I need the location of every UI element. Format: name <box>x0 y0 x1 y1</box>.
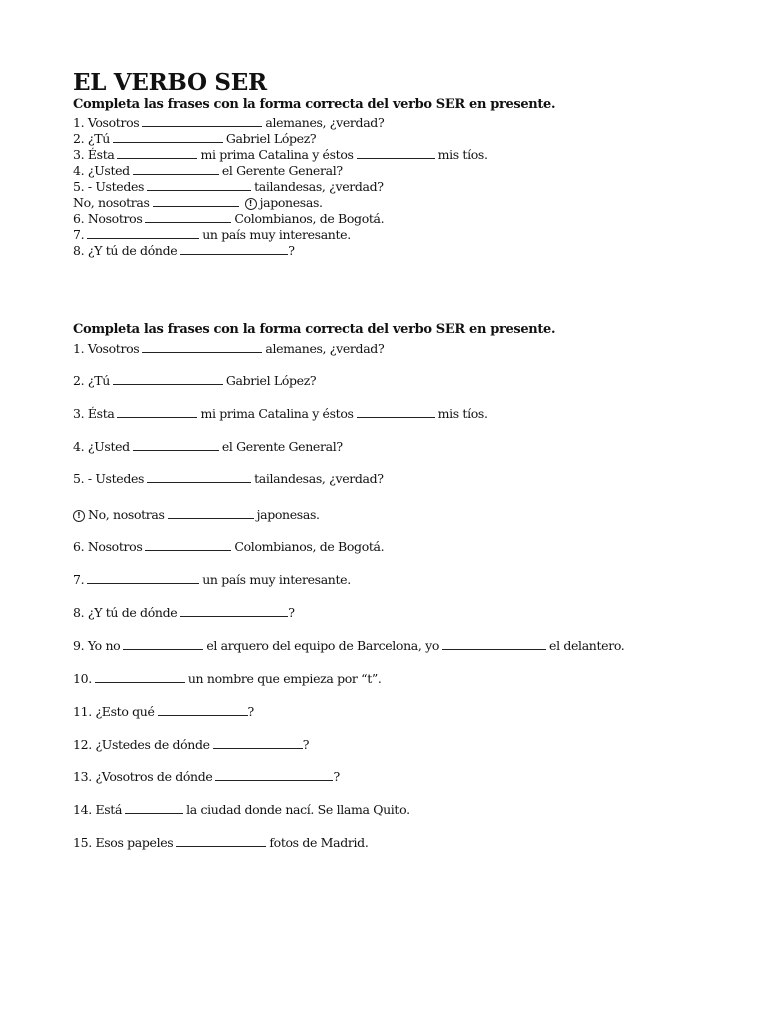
item-text: No, nosotras <box>73 195 150 210</box>
s2-item-5b <box>73 506 320 523</box>
answer-blank[interactable] <box>113 372 223 385</box>
answer-blank[interactable] <box>87 226 199 239</box>
answer-blank[interactable] <box>158 703 248 716</box>
item-text: tailandesas, ¿verdad? <box>254 179 384 194</box>
s2-item-13 <box>73 768 340 785</box>
answer-blank[interactable] <box>117 405 197 418</box>
instructions-2: Completa las frases con la forma correcta del verbo SER en presente. <box>73 322 556 337</box>
item-text: Gabriel López? <box>225 373 317 388</box>
item-text: No, nosotras <box>88 507 165 522</box>
answer-blank[interactable] <box>142 340 262 353</box>
item-text: 10. <box>73 671 92 686</box>
answer-blank[interactable] <box>147 178 251 191</box>
item-text: Gabriel López? <box>225 131 317 146</box>
item-text: Colombianos, de Bogotá. <box>234 539 385 554</box>
item-text: el arquero del equipo de Barcelona, yo <box>206 638 440 653</box>
item-text: 9. Yo no <box>73 638 121 653</box>
s1-item-4 <box>73 162 343 179</box>
item-text: fotos de Madrid. <box>269 835 369 850</box>
item-text: alemanes, ¿verdad? <box>265 115 385 130</box>
item-text: mi prima Catalina y éstos <box>200 147 354 162</box>
item-text: 6. Nosotros <box>73 211 143 226</box>
answer-blank[interactable] <box>153 194 239 207</box>
answer-blank[interactable] <box>145 538 231 551</box>
s2-item-9 <box>73 637 624 654</box>
item-text: ? <box>302 737 310 752</box>
item-text: 1. Vosotros <box>73 341 140 356</box>
s2-item-6 <box>73 538 384 555</box>
item-text: 3. Ésta <box>73 406 115 421</box>
answer-blank[interactable] <box>133 438 219 451</box>
s1-item-8 <box>73 242 295 259</box>
clock-icon: ! <box>73 510 85 522</box>
item-text: 15. Esos papeles <box>73 835 174 850</box>
item-text: 7. <box>73 572 85 587</box>
item-text: ? <box>333 769 340 784</box>
clock-icon: ! <box>245 198 257 210</box>
item-text: el Gerente General? <box>221 439 343 454</box>
s1-item-1 <box>73 114 384 131</box>
item-text: 14. Está <box>73 802 123 817</box>
s2-item-10 <box>73 670 382 687</box>
worksheet-title: EL VERBO SER <box>73 69 267 96</box>
item-text: la ciudad donde nací. Se llama Quito. <box>186 802 410 817</box>
s2-item-7 <box>73 571 351 588</box>
answer-blank[interactable] <box>176 834 266 847</box>
s2-item-8 <box>73 604 295 621</box>
s2-item-3 <box>73 405 488 422</box>
item-text: el delantero. <box>549 638 625 653</box>
answer-blank[interactable] <box>357 405 435 418</box>
answer-blank[interactable] <box>87 571 199 584</box>
answer-blank[interactable] <box>180 242 288 255</box>
s1-item-7 <box>73 226 351 243</box>
answer-blank[interactable] <box>142 114 262 127</box>
item-text: 13. ¿Vosotros de dónde <box>73 769 213 784</box>
answer-blank[interactable] <box>357 146 435 159</box>
s1-item-5 <box>73 178 384 195</box>
item-text: 3. Ésta <box>73 147 115 162</box>
answer-blank[interactable] <box>168 506 254 519</box>
answer-blank[interactable] <box>147 470 251 483</box>
s1-item-3 <box>73 146 488 163</box>
s2-item-4 <box>73 438 343 455</box>
s1-item-2 <box>73 130 316 147</box>
item-text: 5. - Ustedes <box>73 179 145 194</box>
item-text: alemanes, ¿verdad? <box>265 341 385 356</box>
item-text: mi prima Catalina y éstos <box>200 406 354 421</box>
s2-item-12 <box>73 736 309 753</box>
instructions-1: Completa las frases con la forma correcta del verbo SER en presente. <box>73 97 556 112</box>
s2-item-1 <box>73 340 384 357</box>
s2-item-15 <box>73 834 368 851</box>
answer-blank[interactable] <box>125 801 183 814</box>
s2-item-11 <box>73 703 254 720</box>
item-text: 4. ¿Usted <box>73 163 130 178</box>
s2-item-2 <box>73 372 316 389</box>
item-text: un país muy interesante. <box>202 227 351 242</box>
item-text: ? <box>288 605 295 620</box>
item-text: ? <box>247 704 254 719</box>
item-text: 5. - Ustedes <box>73 471 145 486</box>
item-text: un país muy interesante. <box>202 572 351 587</box>
item-text: 6. Nosotros <box>73 539 143 554</box>
item-text: tailandesas, ¿verdad? <box>254 471 384 486</box>
answer-blank[interactable] <box>117 146 197 159</box>
item-text: 2. ¿Tú <box>73 131 110 146</box>
answer-blank[interactable] <box>123 637 203 650</box>
item-text: mis tíos. <box>437 406 488 421</box>
answer-blank[interactable] <box>95 670 185 683</box>
item-text: 2. ¿Tú <box>73 373 110 388</box>
item-text: un nombre que empieza por “t”. <box>187 671 382 686</box>
item-text: el Gerente General? <box>221 163 343 178</box>
item-text: japonesas. <box>256 507 320 522</box>
item-text: 11. ¿Esto qué <box>73 704 155 719</box>
answer-blank[interactable] <box>133 162 219 175</box>
answer-blank[interactable] <box>442 637 546 650</box>
answer-blank[interactable] <box>215 768 333 781</box>
item-text: 4. ¿Usted <box>73 439 130 454</box>
item-text: 8. ¿Y tú de dónde <box>73 243 178 258</box>
item-text: Colombianos, de Bogotá. <box>234 211 385 226</box>
item-text: 1. Vosotros <box>73 115 140 130</box>
item-text: ? <box>288 243 295 258</box>
item-text: mis tíos. <box>437 147 488 162</box>
answer-blank[interactable] <box>145 210 231 223</box>
answer-blank[interactable] <box>180 604 288 617</box>
item-text: japonesas. <box>259 195 323 210</box>
answer-blank[interactable] <box>213 736 303 749</box>
s1-item-5b <box>73 194 323 211</box>
answer-blank[interactable] <box>113 130 223 143</box>
s2-item-5 <box>73 470 384 487</box>
item-text: 12. ¿Ustedes de dónde <box>73 737 210 752</box>
s1-item-6 <box>73 210 384 227</box>
s2-item-14 <box>73 801 410 818</box>
item-text: 7. <box>73 227 85 242</box>
item-text: 8. ¿Y tú de dónde <box>73 605 178 620</box>
